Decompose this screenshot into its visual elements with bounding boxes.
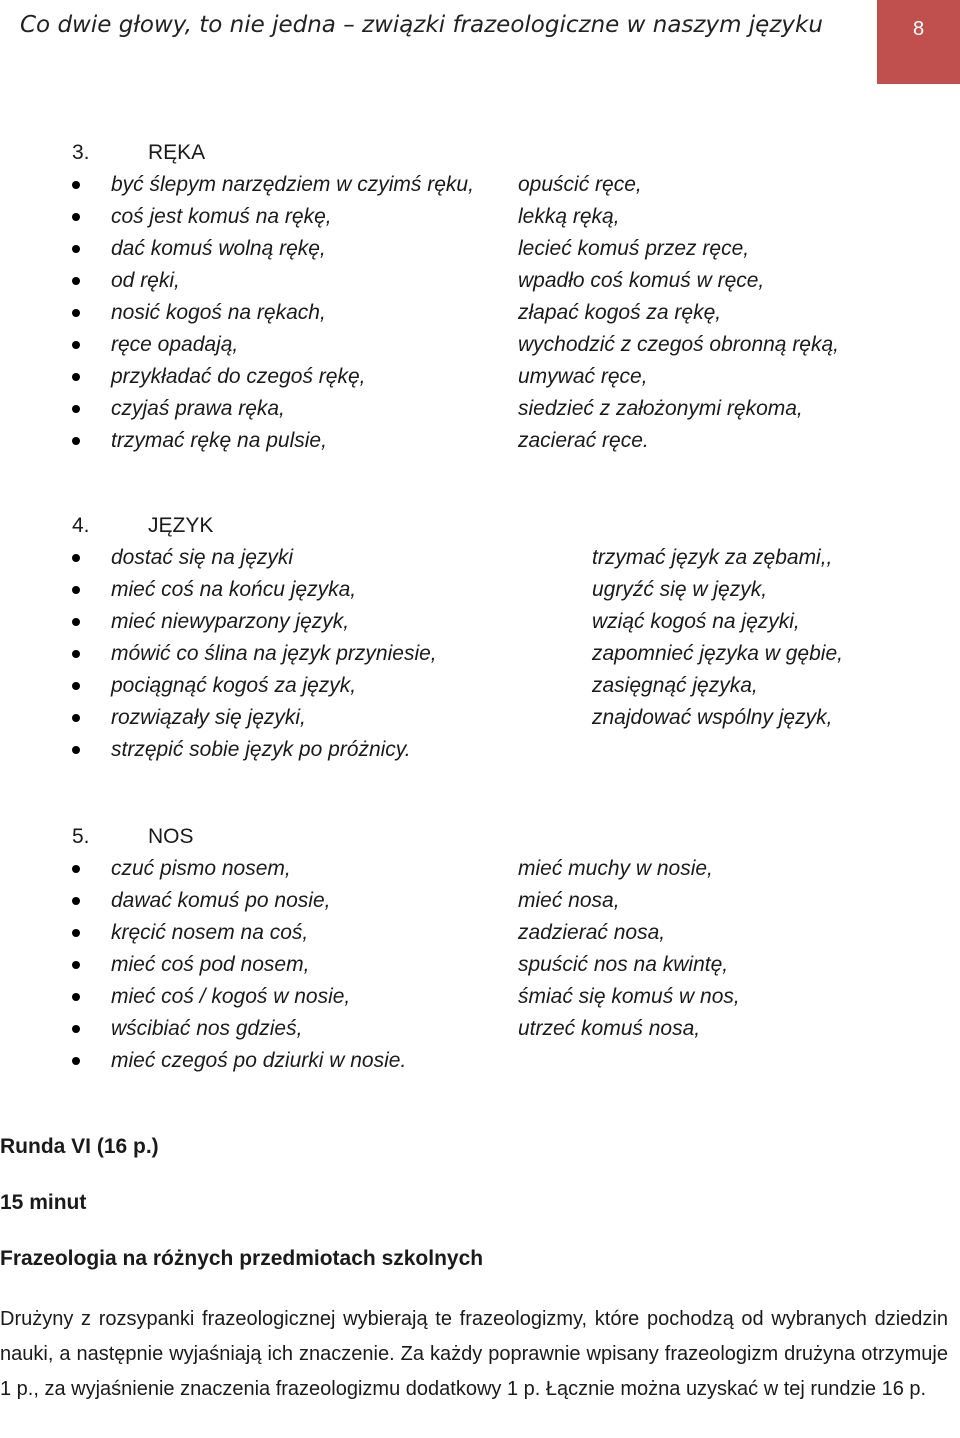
phrase-item: dawać komuś po nosie, (111, 889, 331, 912)
bullet-icon (72, 865, 80, 873)
bullet-icon (72, 650, 80, 658)
phrase-item: zapomnieć języka w gębie, (592, 642, 843, 665)
phrase-item: zasięgnąć języka, (592, 674, 758, 697)
page-header (0, 0, 960, 84)
bullet-icon (72, 341, 80, 349)
phrase-item: dostać się na języki (111, 546, 294, 569)
bullet-icon (72, 618, 80, 626)
bullet-icon (72, 373, 80, 381)
phrase-item: dać komuś wolną rękę, (111, 237, 326, 260)
bullet-icon (72, 277, 80, 285)
phrase-item: od ręki, (111, 269, 180, 292)
bullet-icon (72, 1057, 80, 1065)
section-heading (72, 821, 194, 853)
phrase-item: kręcić nosem na coś, (111, 921, 309, 944)
phrase-item: nosić kogoś na rękach, (111, 301, 326, 324)
phrase-item: mieć coś / kogoś w nosie, (111, 985, 351, 1008)
bullet-icon (72, 746, 80, 754)
phrase-item: mieć nosa, (518, 889, 620, 912)
phrase-item: mieć niewyparzony język, (111, 610, 350, 633)
phrase-item: mieć coś na końcu języka, (111, 578, 357, 601)
phrase-item: trzymać język za zębami,, (592, 546, 833, 569)
phrase-item: umywać ręce, (518, 365, 648, 388)
phrase-item: utrzeć komuś nosa, (518, 1017, 701, 1040)
phrase-item: siedzieć z założonymi rękoma, (518, 397, 803, 420)
phrase-item: pociągnąć kogoś za język, (111, 674, 357, 697)
round-time: 15 minut (0, 1191, 87, 1214)
bullet-icon (72, 682, 80, 690)
phrase-item: wziąć kogoś na języki, (592, 610, 800, 633)
bullet-icon (72, 309, 80, 317)
phrase-item: lecieć komuś przez ręce, (518, 237, 750, 260)
bullet-icon (72, 993, 80, 1001)
phrase-item: zadzierać nosa, (518, 921, 666, 944)
section-heading (72, 510, 213, 542)
phrase-item: wścibiać nos gdzieś, (111, 1017, 303, 1040)
round-title: Runda VI (16 p.) (0, 1135, 159, 1158)
phrase-item: zacierać ręce. (518, 429, 649, 452)
phrase-item: być ślepym narzędziem w czyimś ręku, (111, 173, 474, 196)
phrase-item: rozwiązały się języki, (111, 706, 306, 729)
header-title: Co dwie głowy, to nie jedna – związki frazeologiczne w naszym języku (20, 12, 823, 38)
bullet-icon (72, 181, 80, 189)
section-title: NOS (148, 825, 194, 848)
bullet-icon (72, 586, 80, 594)
phrase-item: złapać kogoś za rękę, (518, 301, 722, 324)
phrase-item: śmiać się komuś w nos, (518, 985, 740, 1008)
phrase-item: czyjaś prawa ręka, (111, 397, 285, 420)
phrase-item: trzymać rękę na pulsie, (111, 429, 327, 452)
bullet-icon (72, 929, 80, 937)
phrase-item: ręce opadają, (111, 333, 239, 356)
phrase-item: mieć muchy w nosie, (518, 857, 713, 880)
section-heading (72, 137, 205, 169)
phrase-item: mieć coś pod nosem, (111, 953, 310, 976)
bullet-icon (72, 1025, 80, 1033)
section-number: 5. (72, 825, 90, 848)
bullet-icon (72, 897, 80, 905)
phrase-item: strzępić sobie język po próżnicy. (111, 738, 411, 761)
bullet-icon (72, 437, 80, 445)
section-title: JĘZYK (148, 514, 214, 537)
bullet-icon (72, 245, 80, 253)
section-title: RĘKA (148, 141, 206, 164)
phrase-item: opuścić ręce, (518, 173, 642, 196)
bullet-icon (72, 554, 80, 562)
phrase-item: spuścić nos na kwintę, (518, 953, 729, 976)
section-number: 4. (72, 514, 90, 537)
phrase-item: przykładać do czegoś rękę, (111, 365, 366, 388)
round-description: Drużyny z rozsypanki frazeologicznej wybierają te frazeologizmy, które pochodzą od wybranych dziedzin nauki, a następnie wyjaśniają ich znaczenie. Za każdy poprawnie wpisany frazeologizm drużyna otrzymuje 1 p., za wyjaśnienie znaczenia frazeologizmu dodatkowy 1 p. Łącznie można uzyskać w tej rundzie 16 p. (0, 1308, 948, 1400)
bullet-icon (72, 961, 80, 969)
phrase-item: coś jest komuś na rękę, (111, 205, 332, 228)
bullet-icon (72, 213, 80, 221)
phrase-item: wpadło coś komuś w ręce, (518, 269, 765, 292)
phrase-item: mieć czegoś po dziurki w nosie. (111, 1049, 407, 1072)
phrase-item: wychodzić z czegoś obronną ręką, (518, 333, 839, 356)
bullet-icon (72, 405, 80, 413)
phrase-item: mówić co ślina na język przyniesie, (111, 642, 437, 665)
phrase-item: czuć pismo nosem, (111, 857, 291, 880)
bullet-icon (72, 714, 80, 722)
phrase-item: znajdować wspólny język, (592, 706, 833, 729)
section-number: 3. (72, 141, 90, 164)
page-number-badge: 8 (877, 0, 960, 84)
round-subject: Frazeologia na różnych przedmiotach szkolnych (0, 1247, 484, 1270)
phrase-item: ugryźć się w język, (592, 578, 768, 601)
phrase-item: lekką ręką, (518, 205, 620, 228)
